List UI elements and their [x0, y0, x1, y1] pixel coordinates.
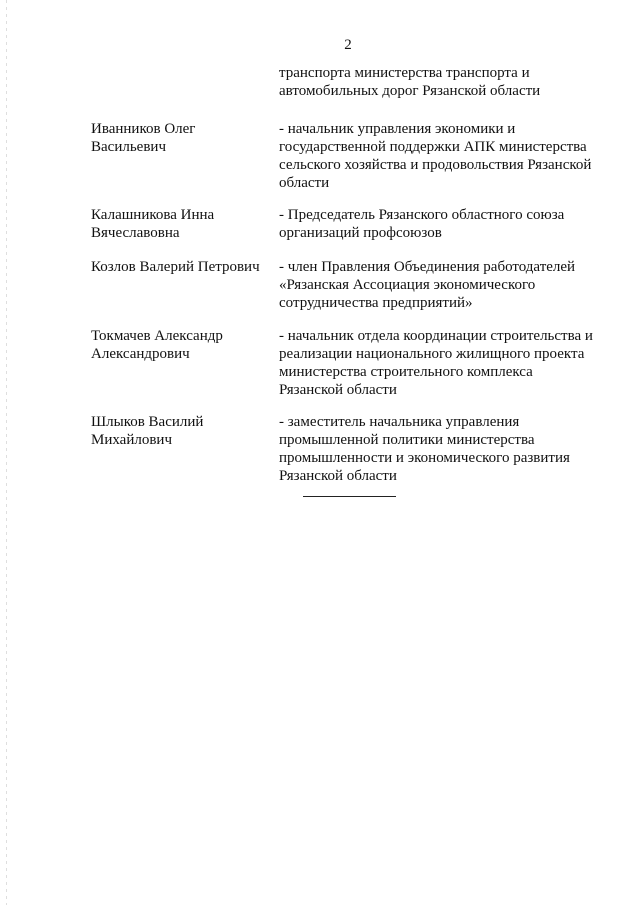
name-line: Калашникова Инна [91, 207, 215, 223]
role-line: области [279, 175, 330, 191]
member-name [91, 120, 271, 156]
role-line: - заместитель начальника управления [279, 414, 520, 430]
role-line: - начальник отдела координации строительства и [279, 328, 593, 344]
member-name [91, 413, 271, 449]
name-line: Александрович [91, 346, 190, 362]
end-divider [303, 496, 396, 497]
name-line: Михайлович [91, 432, 172, 448]
role-line: - Председатель Рязанского областного союза [279, 207, 565, 223]
role-line: реализации национального жилищного проекта [279, 346, 585, 362]
role-line: промышленной политики министерства [279, 432, 535, 448]
role-line: государственной поддержки АПК министерства [279, 139, 587, 155]
member-name [91, 206, 271, 242]
name-line: Васильевич [91, 139, 166, 155]
member-role [279, 258, 609, 312]
name-line: Токмачев Александр [91, 328, 223, 344]
role-line: - член Правления Объединения работодателей [279, 259, 576, 275]
name-line: Иванников Олег [91, 121, 196, 137]
member-role [279, 413, 609, 485]
role-line: промышленности и экономического развития [279, 450, 570, 466]
role-line: организаций профсоюзов [279, 225, 442, 241]
role-line: Рязанской области [279, 468, 397, 484]
role-line: автомобильных дорог Рязанской области [279, 83, 541, 99]
name-line: Козлов Валерий Петрович [91, 259, 260, 275]
member-role [279, 206, 609, 242]
role-line: - начальник управления экономики и [279, 121, 516, 137]
role-line: сельского хозяйства и продовольствия Рязанской [279, 157, 592, 173]
member-role [279, 120, 609, 192]
role-line: министерства строительного комплекса [279, 364, 533, 380]
role-line: «Рязанская Ассоциация экономического [279, 277, 536, 293]
page-number: 2 [344, 37, 352, 53]
name-line: Шлыков Василий [91, 414, 204, 430]
member-name [91, 258, 271, 276]
continuation-role [279, 64, 609, 100]
role-line: сотрудничества предприятий» [279, 295, 473, 311]
role-line: Рязанской области [279, 382, 397, 398]
member-name [91, 327, 271, 363]
name-line: Вячеславовна [91, 225, 180, 241]
member-role [279, 327, 609, 399]
role-line: транспорта министерства транспорта и [279, 65, 530, 81]
scan-edge [6, 0, 7, 905]
